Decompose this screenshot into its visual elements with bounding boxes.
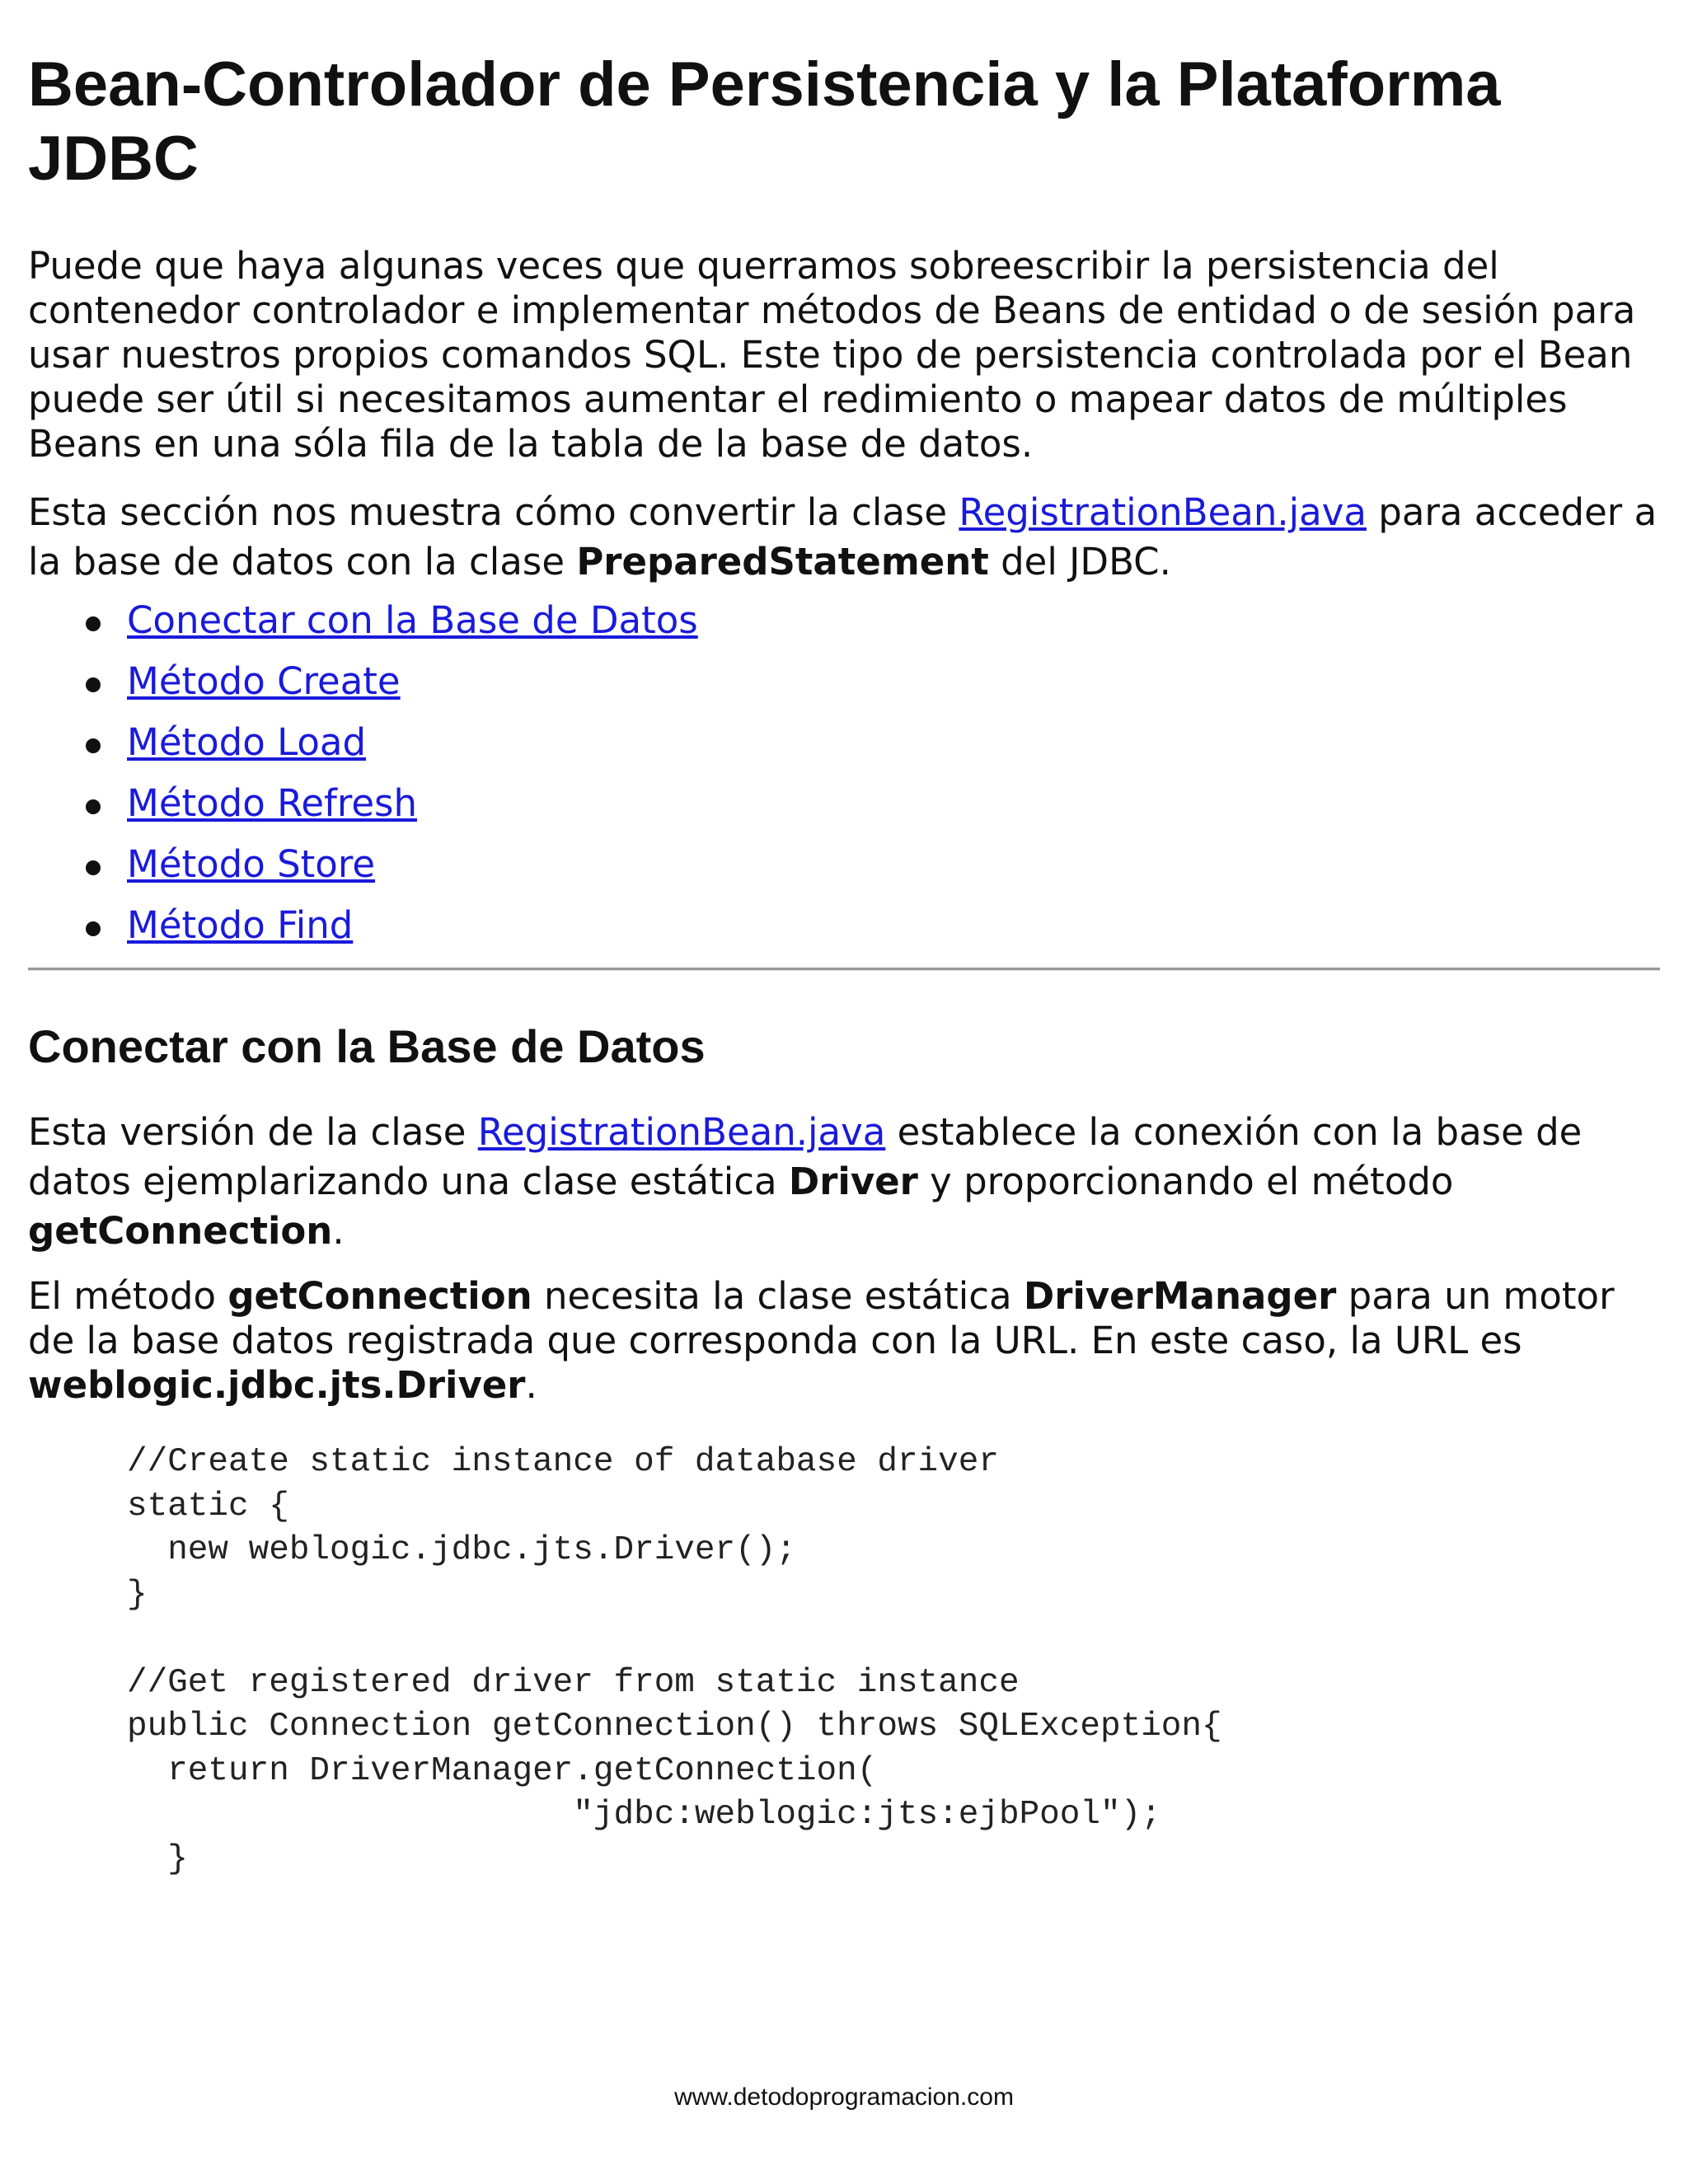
toc-link-conectar[interactable]: Conectar con la Base de Datos — [127, 598, 698, 642]
toc-item — [28, 590, 1660, 651]
bullet-icon — [86, 921, 101, 936]
toc-item — [28, 712, 1660, 773]
section-divider — [28, 968, 1660, 971]
toc-link-store[interactable]: Método Store — [127, 842, 376, 886]
toc-link-create[interactable]: Método Create — [127, 659, 401, 703]
registrationbean-link-2[interactable]: RegistrationBean.java — [477, 1110, 886, 1154]
code-block: //Create static instance of database driver static { new weblogic.jdbc.jts.Driver(); } //Get registered driver from static instance public Connection getConnection() throws SQLException{ return DriverManager.getConnection( "jdbc:weblogic:jts:ejbPool"); } — [127, 1443, 1222, 1878]
bullet-icon — [86, 860, 101, 875]
table-of-contents — [28, 590, 1660, 956]
toc-link-load[interactable]: Método Load — [127, 720, 367, 764]
page-title: Bean-Controlador de Persistencia y la Plataforma JDBC — [28, 49, 1501, 194]
toc-link-refresh[interactable]: Método Refresh — [127, 781, 418, 825]
bullet-icon — [86, 677, 101, 692]
section-paragraph-1: Esta versión de la clase RegistrationBean.java establece la conexión con la base de datos ejemplarizando una clase estática Driver y proporcionando el método getConnection. — [28, 1110, 1582, 1253]
section-paragraph-2: El método getConnection necesita la clase estática DriverManager para un motor de la base datos registrada que corresponda con la URL. En este caso, la URL es weblogic.jdbc.jts.Driver. — [28, 1274, 1615, 1407]
toc-link-find[interactable]: Método Find — [127, 903, 354, 947]
page-content — [28, 48, 1660, 1882]
toc-item — [28, 834, 1660, 895]
intro-paragraph-2: Esta sección nos muestra cómo convertir la clase RegistrationBean.java para acceder a la base de datos con la clase PreparedStatement del JDBC. — [28, 490, 1658, 583]
bullet-icon — [86, 616, 101, 631]
intro-paragraph: Puede que haya algunas veces que querramos sobreescribir la persistencia del contenedor controlador e implementar métodos de Beans de entidad o de sesión para usar nuestros propios comandos SQL. Este tipo de persistencia controlada por el Bean puede ser útil si necesitamos aumentar el redimiento o mapear datos de múltiples Beans en una sóla fila de la tabla de la base de datos. — [28, 244, 1636, 466]
registrationbean-link[interactable]: RegistrationBean.java — [959, 490, 1367, 534]
toc-item — [28, 651, 1660, 712]
footer-url: www.detodoprogramacion.com — [674, 2083, 1014, 2111]
bullet-icon — [86, 799, 101, 814]
toc-item — [28, 895, 1660, 956]
section-heading: Conectar con la Base de Datos — [28, 1020, 706, 1072]
toc-item — [28, 773, 1660, 834]
bullet-icon — [86, 738, 101, 753]
